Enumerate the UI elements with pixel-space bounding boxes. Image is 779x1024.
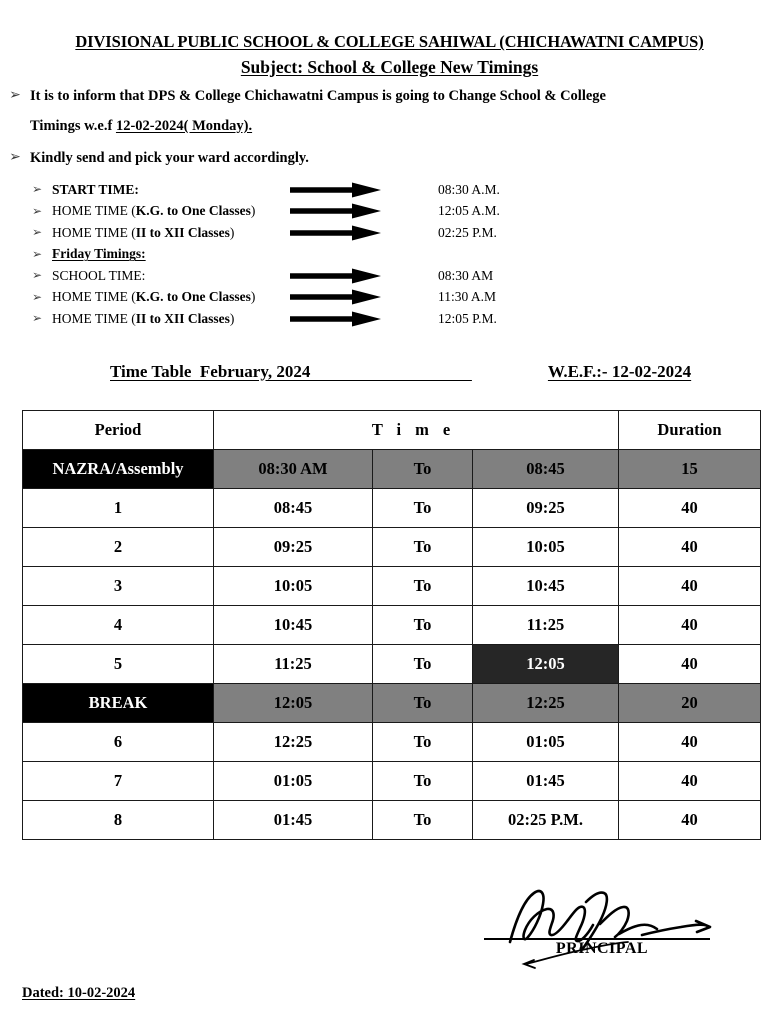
cell-start-time: 01:45 — [214, 800, 373, 839]
timing-value: 02:25 P.M. — [438, 224, 497, 240]
timing-label-plain: HOME TIME ( — [52, 203, 136, 219]
intro-line-2-text: Kindly send and pick your ward accordingly. — [30, 149, 309, 166]
arrow-bullet-icon: ➢ — [31, 311, 42, 326]
cell-to: To — [373, 761, 473, 800]
column-header-duration: Duration — [619, 410, 761, 449]
column-header-time: Time — [214, 410, 619, 449]
timing-row — [0, 308, 779, 330]
right-arrow-icon — [290, 289, 382, 305]
column-header-period: Period — [23, 410, 214, 449]
cell-period: 4 — [23, 605, 214, 644]
cell-end-time: 12:25 — [473, 683, 619, 722]
cell-start-time: 10:05 — [214, 566, 373, 605]
cell-duration: 40 — [619, 800, 761, 839]
cell-end-time: 12:05 — [473, 644, 619, 683]
timing-label: SCHOOL TIME: — [52, 267, 146, 283]
timing-label-tail: ) — [229, 310, 235, 326]
timing-arrow — [290, 289, 438, 305]
table-row — [23, 527, 761, 566]
intro-line-1-text: It is to inform that DPS & College Chichawatni Campus is going to Change School & College — [30, 88, 606, 105]
timing-arrow — [290, 268, 438, 284]
signature-block — [482, 880, 722, 970]
timetable-wrapper — [0, 382, 779, 840]
cell-duration: 40 — [619, 488, 761, 527]
right-arrow-icon — [290, 182, 382, 198]
timing-value: 08:30 A.M. — [438, 181, 500, 197]
arrow-bullet-icon: ➢ — [31, 246, 42, 261]
timing-label — [52, 311, 290, 327]
cell-to: To — [373, 449, 473, 488]
cell-duration: 40 — [619, 566, 761, 605]
arrow-bullet-icon: ➢ — [9, 88, 21, 104]
cell-period: 8 — [23, 800, 214, 839]
timing-label: Friday Timings: — [52, 246, 146, 262]
cell-start-time: 12:25 — [214, 722, 373, 761]
timing-label-tail: ) — [229, 224, 235, 240]
cell-start-time: 08:30 AM — [214, 449, 373, 488]
timing-label — [52, 203, 290, 219]
intro-line-1 — [0, 89, 779, 104]
cell-to: To — [373, 566, 473, 605]
intro-wef-date: 12-02-2024( Monday). — [115, 117, 253, 134]
cell-end-time: 08:45 — [473, 449, 619, 488]
intro-notice — [0, 77, 779, 165]
intro-line-1-continuation — [0, 118, 779, 135]
table-row — [23, 566, 761, 605]
timing-label-tail: ) — [250, 203, 256, 219]
cell-to: To — [373, 488, 473, 527]
cell-end-time: 02:25 P.M. — [473, 800, 619, 839]
timing-label-tail: ) — [250, 289, 256, 305]
cell-start-time: 10:45 — [214, 605, 373, 644]
timing-label-emphasis: K.G. to One Classes — [135, 289, 251, 305]
timing-value: 12:05 A.M. — [438, 203, 500, 219]
cell-start-time: 08:45 — [214, 488, 373, 527]
cell-period: 3 — [23, 566, 214, 605]
cell-end-time: 11:25 — [473, 605, 619, 644]
right-arrow-icon — [290, 203, 382, 219]
timing-label-plain: HOME TIME ( — [52, 310, 136, 326]
cell-duration: 40 — [619, 605, 761, 644]
cell-start-time: 12:05 — [214, 683, 373, 722]
timing-row — [0, 222, 779, 244]
cell-end-time: 10:45 — [473, 566, 619, 605]
timing-label-plain: HOME TIME ( — [52, 224, 136, 240]
timing-arrow — [290, 182, 438, 198]
arrow-bullet-icon: ➢ — [31, 268, 42, 283]
cell-to: To — [373, 527, 473, 566]
cell-period: 2 — [23, 527, 214, 566]
intro-wef-prefix: Timings w.e.f — [30, 117, 116, 134]
timings-list — [0, 165, 779, 330]
timing-value: 12:05 P.M. — [438, 310, 497, 326]
right-arrow-icon — [290, 268, 382, 284]
arrow-bullet-icon: ➢ — [31, 203, 42, 218]
timing-arrow — [290, 203, 438, 219]
right-arrow-icon — [290, 311, 382, 327]
timetable-heading-left: Time Table February, 2024 — [110, 361, 472, 381]
timing-label-emphasis: II to XII Classes — [135, 310, 230, 326]
cell-duration: 40 — [619, 722, 761, 761]
table-row — [23, 644, 761, 683]
table-header-row — [23, 410, 761, 449]
table-row — [23, 449, 761, 488]
arrow-bullet-icon: ➢ — [9, 149, 21, 165]
timetable — [22, 410, 761, 840]
timing-label — [52, 225, 290, 241]
arrow-bullet-icon: ➢ — [31, 225, 42, 240]
arrow-bullet-icon: ➢ — [31, 182, 42, 197]
timetable-heading — [0, 330, 779, 382]
timing-row — [0, 244, 779, 266]
cell-end-time: 01:45 — [473, 761, 619, 800]
cell-period: 7 — [23, 761, 214, 800]
timing-arrow — [290, 225, 438, 241]
timing-row — [0, 265, 779, 287]
cell-start-time: 09:25 — [214, 527, 373, 566]
signature-caption: PRINCIPAL — [555, 940, 649, 957]
cell-to: To — [373, 683, 473, 722]
timing-label: START TIME: — [52, 181, 139, 197]
cell-period: 5 — [23, 644, 214, 683]
cell-start-time: 11:25 — [214, 644, 373, 683]
table-row — [23, 605, 761, 644]
right-arrow-icon — [290, 225, 382, 241]
cell-period: NAZRA/Assembly — [23, 449, 214, 488]
cell-end-time: 01:05 — [473, 722, 619, 761]
cell-duration: 20 — [619, 683, 761, 722]
table-row — [23, 683, 761, 722]
cell-duration: 40 — [619, 527, 761, 566]
cell-period: 1 — [23, 488, 214, 527]
table-row — [23, 800, 761, 839]
arrow-bullet-icon: ➢ — [31, 289, 42, 304]
cell-duration: 40 — [619, 644, 761, 683]
cell-end-time: 09:25 — [473, 488, 619, 527]
timing-value: 08:30 AM — [438, 267, 494, 283]
timing-value: 11:30 A.M — [438, 289, 497, 305]
table-row — [23, 722, 761, 761]
footer-dated: Dated: 10-02-2024 — [22, 985, 136, 1001]
document-subject: Subject: School & College New Timings — [240, 56, 539, 77]
timing-label-emphasis: K.G. to One Classes — [135, 203, 251, 219]
timing-row — [0, 287, 779, 309]
timing-label-plain: HOME TIME ( — [52, 289, 136, 305]
cell-duration: 40 — [619, 761, 761, 800]
page-title: DIVISIONAL PUBLIC SCHOOL & COLLEGE SAHIWAL (CHICHAWATNI CAMPUS) — [75, 32, 704, 51]
cell-to: To — [373, 722, 473, 761]
timetable-heading-right: W.E.F.:- 12-02-2024 — [547, 361, 692, 381]
timing-row — [0, 179, 779, 201]
cell-to: To — [373, 644, 473, 683]
cell-period: 6 — [23, 722, 214, 761]
table-row — [23, 488, 761, 527]
table-row — [23, 761, 761, 800]
cell-period: BREAK — [23, 683, 214, 722]
intro-line-2 — [0, 151, 779, 166]
cell-end-time: 10:05 — [473, 527, 619, 566]
cell-to: To — [373, 800, 473, 839]
timing-label — [52, 289, 290, 305]
cell-start-time: 01:05 — [214, 761, 373, 800]
timing-arrow — [290, 311, 438, 327]
cell-to: To — [373, 605, 473, 644]
cell-duration: 15 — [619, 449, 761, 488]
timing-label-emphasis: II to XII Classes — [135, 224, 230, 240]
timing-row — [0, 201, 779, 223]
